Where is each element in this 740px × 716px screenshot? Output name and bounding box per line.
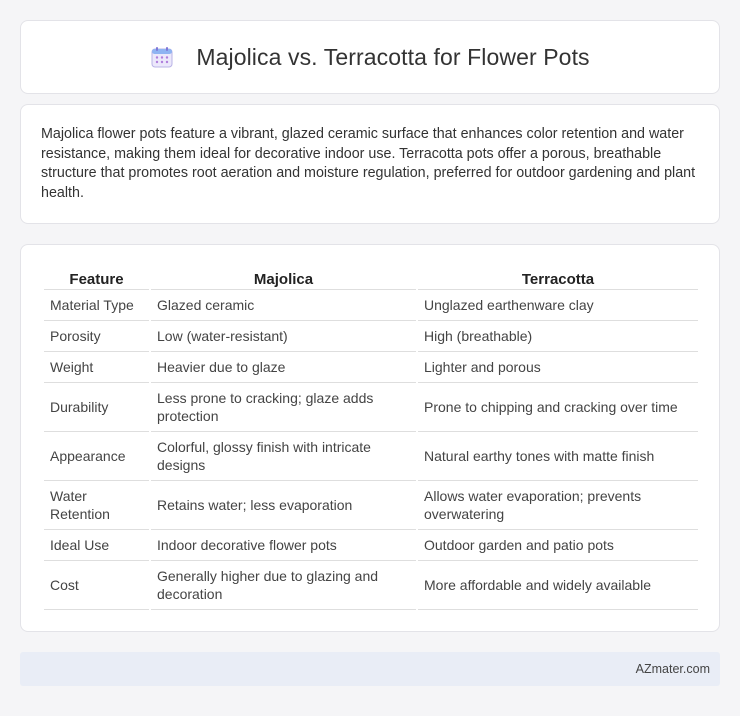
table-row: [44, 321, 698, 352]
page-title: Majolica vs. Terracotta for Flower Pots: [196, 43, 590, 70]
header-card: [20, 20, 720, 94]
feature-cell: Cost: [44, 561, 149, 610]
table-row: [44, 561, 698, 610]
majolica-cell: Colorful, glossy finish with intricate designs: [151, 432, 416, 481]
terracotta-cell: High (breathable): [418, 321, 698, 352]
majolica-cell: Heavier due to glaze: [151, 352, 416, 383]
feature-cell: Material Type: [44, 290, 149, 321]
terracotta-cell: Unglazed earthenware clay: [418, 290, 698, 321]
comparison-card: [20, 244, 720, 632]
calendar-icon: [150, 45, 174, 69]
table-row: [44, 481, 698, 530]
feature-cell: Water Retention: [44, 481, 149, 530]
feature-cell: Ideal Use: [44, 530, 149, 561]
header-feature: Feature: [44, 265, 149, 290]
terracotta-cell: Outdoor garden and patio pots: [418, 530, 698, 561]
table-row: [44, 352, 698, 383]
terracotta-cell: Allows water evaporation; prevents overwatering: [418, 481, 698, 530]
terracotta-cell: Lighter and porous: [418, 352, 698, 383]
footer-bar: [20, 652, 720, 686]
feature-cell: Durability: [44, 383, 149, 432]
feature-cell: Porosity: [44, 321, 149, 352]
comparison-table: [42, 265, 700, 610]
feature-cell: Weight: [44, 352, 149, 383]
majolica-cell: Indoor decorative flower pots: [151, 530, 416, 561]
feature-cell: Appearance: [44, 432, 149, 481]
title-wrap: [150, 44, 589, 71]
majolica-cell: Retains water; less evaporation: [151, 481, 416, 530]
majolica-cell: Glazed ceramic: [151, 290, 416, 321]
table-row: [44, 290, 698, 321]
table-row: [44, 530, 698, 561]
table-row: [44, 432, 698, 481]
majolica-cell: Generally higher due to glazing and decoration: [151, 561, 416, 610]
header-terracotta: Terracotta: [418, 265, 698, 290]
terracotta-cell: More affordable and widely available: [418, 561, 698, 610]
table-row: [44, 383, 698, 432]
majolica-cell: Low (water-resistant): [151, 321, 416, 352]
intro-card: [20, 104, 720, 224]
table-header-row: [44, 265, 698, 290]
header-majolica: Majolica: [151, 265, 416, 290]
terracotta-cell: Natural earthy tones with matte finish: [418, 432, 698, 481]
terracotta-cell: Prone to chipping and cracking over time: [418, 383, 698, 432]
intro-text: Majolica flower pots feature a vibrant, glazed ceramic surface that enhances color retention and water resistance, making them ideal for decorative indoor use. Terracotta pots offer a porous, breathable structure that promotes root aeration and moisture regulation, preferred for outdoor gardening and plant health.: [41, 126, 696, 201]
majolica-cell: Less prone to cracking; glaze adds protection: [151, 383, 416, 432]
footer-brand[interactable]: AZmater.com: [635, 662, 710, 676]
